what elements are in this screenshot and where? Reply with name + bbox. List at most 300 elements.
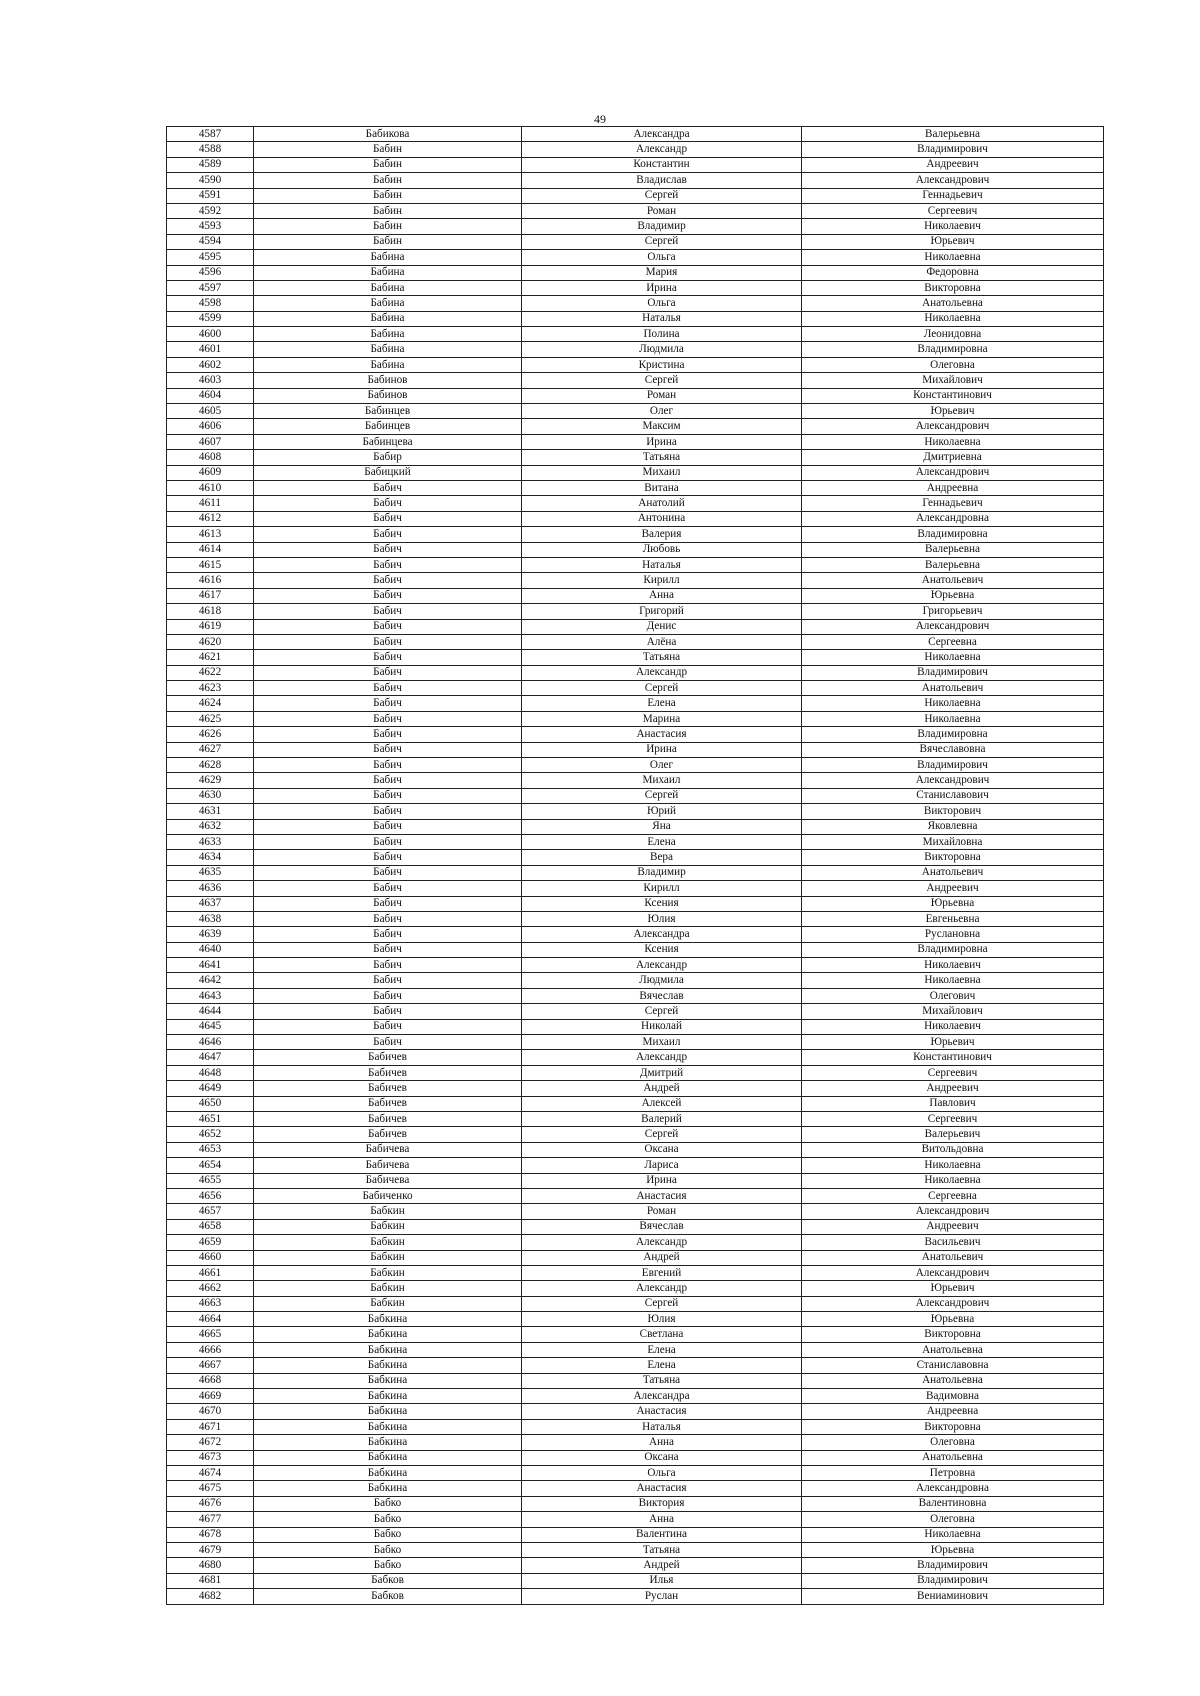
first-name-cell: Юрий xyxy=(522,804,802,819)
table-row xyxy=(167,1219,1104,1234)
page-number: 49 xyxy=(594,112,606,126)
patronymic-cell: Яковлевна xyxy=(802,819,1104,834)
patronymic-cell: Леонидовна xyxy=(802,327,1104,342)
row-number-cell: 4624 xyxy=(167,696,254,711)
last-name-cell: Бабич xyxy=(254,696,522,711)
row-number-cell: 4651 xyxy=(167,1112,254,1127)
table-row xyxy=(167,834,1104,849)
patronymic-cell: Станиславович xyxy=(802,788,1104,803)
row-number-cell: 4646 xyxy=(167,1035,254,1050)
first-name-cell: Ирина xyxy=(522,742,802,757)
row-number-cell: 4668 xyxy=(167,1373,254,1388)
row-number-cell: 4664 xyxy=(167,1312,254,1327)
last-name-cell: Бабикова xyxy=(254,127,522,142)
last-name-cell: Бабин xyxy=(254,142,522,157)
patronymic-cell: Константинович xyxy=(802,388,1104,403)
first-name-cell: Григорий xyxy=(522,604,802,619)
first-name-cell: Михаил xyxy=(522,465,802,480)
patronymic-cell: Владимировна xyxy=(802,527,1104,542)
patronymic-cell: Вадимовна xyxy=(802,1389,1104,1404)
last-name-cell: Бабкина xyxy=(254,1312,522,1327)
last-name-cell: Бабин xyxy=(254,219,522,234)
last-name-cell: Бабичев xyxy=(254,1065,522,1080)
table-row xyxy=(167,434,1104,449)
last-name-cell: Бабинцев xyxy=(254,404,522,419)
table-row xyxy=(167,1035,1104,1050)
row-number-cell: 4598 xyxy=(167,296,254,311)
first-name-cell: Марина xyxy=(522,711,802,726)
first-name-cell: Михаил xyxy=(522,1035,802,1050)
row-number-cell: 4675 xyxy=(167,1481,254,1496)
row-number-cell: 4591 xyxy=(167,188,254,203)
patronymic-cell: Николаевна xyxy=(802,1173,1104,1188)
table-row xyxy=(167,1127,1104,1142)
row-number-cell: 4642 xyxy=(167,973,254,988)
row-number-cell: 4627 xyxy=(167,742,254,757)
last-name-cell: Бабинов xyxy=(254,373,522,388)
first-name-cell: Александр xyxy=(522,958,802,973)
last-name-cell: Бабич xyxy=(254,819,522,834)
table-row xyxy=(167,496,1104,511)
first-name-cell: Роман xyxy=(522,203,802,218)
patronymic-cell: Викторовна xyxy=(802,850,1104,865)
patronymic-cell: Викторовна xyxy=(802,1327,1104,1342)
table-row xyxy=(167,1296,1104,1311)
row-number-cell: 4608 xyxy=(167,450,254,465)
first-name-cell: Виктория xyxy=(522,1496,802,1511)
last-name-cell: Бабич xyxy=(254,1004,522,1019)
table-row xyxy=(167,1312,1104,1327)
row-number-cell: 4587 xyxy=(167,127,254,142)
first-name-cell: Евгений xyxy=(522,1265,802,1280)
patronymic-cell: Николаевна xyxy=(802,1527,1104,1542)
patronymic-cell: Константинович xyxy=(802,1050,1104,1065)
first-name-cell: Татьяна xyxy=(522,1542,802,1557)
row-number-cell: 4622 xyxy=(167,665,254,680)
table-row xyxy=(167,1327,1104,1342)
table-row xyxy=(167,1373,1104,1388)
table-row xyxy=(167,619,1104,634)
row-number-cell: 4679 xyxy=(167,1542,254,1557)
last-name-cell: Бабичев xyxy=(254,1096,522,1111)
patronymic-cell: Григорьевич xyxy=(802,604,1104,619)
table-row xyxy=(167,357,1104,372)
row-number-cell: 4599 xyxy=(167,311,254,326)
patronymic-cell: Николаевич xyxy=(802,219,1104,234)
table-row xyxy=(167,480,1104,495)
first-name-cell: Людмила xyxy=(522,342,802,357)
first-name-cell: Александра xyxy=(522,927,802,942)
first-name-cell: Александр xyxy=(522,142,802,157)
table-row xyxy=(167,203,1104,218)
table-row xyxy=(167,1188,1104,1203)
patronymic-cell: Олегович xyxy=(802,988,1104,1003)
patronymic-cell: Анатольевна xyxy=(802,296,1104,311)
table-row xyxy=(167,1342,1104,1357)
row-number-cell: 4615 xyxy=(167,557,254,572)
table-row xyxy=(167,280,1104,295)
row-number-cell: 4661 xyxy=(167,1265,254,1280)
row-number-cell: 4596 xyxy=(167,265,254,280)
patronymic-cell: Николаевна xyxy=(802,434,1104,449)
patronymic-cell: Юрьевна xyxy=(802,1542,1104,1557)
patronymic-cell: Сергеевич xyxy=(802,1065,1104,1080)
table-row xyxy=(167,788,1104,803)
first-name-cell: Вера xyxy=(522,850,802,865)
last-name-cell: Бабин xyxy=(254,234,522,249)
table-row xyxy=(167,157,1104,172)
patronymic-cell: Федоровна xyxy=(802,265,1104,280)
table-row xyxy=(167,1496,1104,1511)
first-name-cell: Ирина xyxy=(522,280,802,295)
row-number-cell: 4676 xyxy=(167,1496,254,1511)
last-name-cell: Бабич xyxy=(254,942,522,957)
row-number-cell: 4669 xyxy=(167,1389,254,1404)
first-name-cell: Александр xyxy=(522,665,802,680)
last-name-cell: Бабич xyxy=(254,665,522,680)
table-row xyxy=(167,265,1104,280)
first-name-cell: Оксана xyxy=(522,1142,802,1157)
first-name-cell: Светлана xyxy=(522,1327,802,1342)
last-name-cell: Бабич xyxy=(254,788,522,803)
patronymic-cell: Юрьевич xyxy=(802,1281,1104,1296)
table-row xyxy=(167,573,1104,588)
first-name-cell: Александр xyxy=(522,1050,802,1065)
first-name-cell: Валентина xyxy=(522,1527,802,1542)
first-name-cell: Наталья xyxy=(522,311,802,326)
last-name-cell: Бабкин xyxy=(254,1219,522,1234)
first-name-cell: Витана xyxy=(522,480,802,495)
row-number-cell: 4647 xyxy=(167,1050,254,1065)
row-number-cell: 4634 xyxy=(167,850,254,865)
table-row xyxy=(167,1065,1104,1080)
first-name-cell: Александра xyxy=(522,127,802,142)
table-row xyxy=(167,465,1104,480)
row-number-cell: 4618 xyxy=(167,604,254,619)
table-row xyxy=(167,1558,1104,1573)
table-row xyxy=(167,1112,1104,1127)
first-name-cell: Людмила xyxy=(522,973,802,988)
patronymic-cell: Руслановна xyxy=(802,927,1104,942)
table-row xyxy=(167,127,1104,142)
table-row xyxy=(167,1389,1104,1404)
patronymic-cell: Васильевич xyxy=(802,1235,1104,1250)
patronymic-cell: Александрович xyxy=(802,1296,1104,1311)
patronymic-cell: Сергеевич xyxy=(802,1112,1104,1127)
table-row xyxy=(167,927,1104,942)
last-name-cell: Бабкина xyxy=(254,1358,522,1373)
table-row xyxy=(167,881,1104,896)
last-name-cell: Бабкин xyxy=(254,1235,522,1250)
last-name-cell: Бабина xyxy=(254,296,522,311)
table-row xyxy=(167,219,1104,234)
table-row xyxy=(167,696,1104,711)
patronymic-cell: Владимировна xyxy=(802,342,1104,357)
roster-table-container xyxy=(166,126,1103,1605)
patronymic-cell: Николаевна xyxy=(802,1158,1104,1173)
table-row xyxy=(167,773,1104,788)
table-row xyxy=(167,1204,1104,1219)
last-name-cell: Бабичева xyxy=(254,1173,522,1188)
last-name-cell: Бабина xyxy=(254,357,522,372)
patronymic-cell: Петровна xyxy=(802,1465,1104,1480)
patronymic-cell: Вячеславовна xyxy=(802,742,1104,757)
patronymic-cell: Анатольевна xyxy=(802,1450,1104,1465)
row-number-cell: 4595 xyxy=(167,250,254,265)
table-row xyxy=(167,911,1104,926)
patronymic-cell: Юрьевна xyxy=(802,1312,1104,1327)
last-name-cell: Бабич xyxy=(254,650,522,665)
patronymic-cell: Олеговна xyxy=(802,1435,1104,1450)
row-number-cell: 4662 xyxy=(167,1281,254,1296)
row-number-cell: 4628 xyxy=(167,758,254,773)
last-name-cell: Бабич xyxy=(254,881,522,896)
patronymic-cell: Николаевна xyxy=(802,973,1104,988)
first-name-cell: Анна xyxy=(522,1435,802,1450)
patronymic-cell: Николаевна xyxy=(802,250,1104,265)
table-row xyxy=(167,758,1104,773)
first-name-cell: Александр xyxy=(522,1235,802,1250)
row-number-cell: 4604 xyxy=(167,388,254,403)
table-row xyxy=(167,650,1104,665)
row-number-cell: 4648 xyxy=(167,1065,254,1080)
last-name-cell: Бабицкий xyxy=(254,465,522,480)
table-row xyxy=(167,142,1104,157)
first-name-cell: Роман xyxy=(522,1204,802,1219)
table-row xyxy=(167,1142,1104,1157)
row-number-cell: 4639 xyxy=(167,927,254,942)
last-name-cell: Бабко xyxy=(254,1496,522,1511)
first-name-cell: Олег xyxy=(522,404,802,419)
first-name-cell: Валерия xyxy=(522,527,802,542)
row-number-cell: 4635 xyxy=(167,865,254,880)
table-row xyxy=(167,1004,1104,1019)
row-number-cell: 4632 xyxy=(167,819,254,834)
first-name-cell: Анастасия xyxy=(522,727,802,742)
last-name-cell: Бабкин xyxy=(254,1281,522,1296)
last-name-cell: Бабкина xyxy=(254,1465,522,1480)
patronymic-cell: Михайлович xyxy=(802,373,1104,388)
table-row xyxy=(167,557,1104,572)
row-number-cell: 4652 xyxy=(167,1127,254,1142)
patronymic-cell: Николаевич xyxy=(802,1019,1104,1034)
last-name-cell: Бабичева xyxy=(254,1158,522,1173)
first-name-cell: Андрей xyxy=(522,1081,802,1096)
patronymic-cell: Анатольевна xyxy=(802,1373,1104,1388)
first-name-cell: Максим xyxy=(522,419,802,434)
last-name-cell: Бабич xyxy=(254,896,522,911)
first-name-cell: Анатолий xyxy=(522,496,802,511)
patronymic-cell: Николаевна xyxy=(802,311,1104,326)
first-name-cell: Сергей xyxy=(522,1004,802,1019)
last-name-cell: Бабич xyxy=(254,480,522,495)
last-name-cell: Бабич xyxy=(254,927,522,942)
row-number-cell: 4636 xyxy=(167,881,254,896)
patronymic-cell: Анатольевна xyxy=(802,1342,1104,1357)
first-name-cell: Сергей xyxy=(522,1127,802,1142)
row-number-cell: 4641 xyxy=(167,958,254,973)
patronymic-cell: Николаевна xyxy=(802,696,1104,711)
first-name-cell: Юлия xyxy=(522,911,802,926)
row-number-cell: 4601 xyxy=(167,342,254,357)
row-number-cell: 4612 xyxy=(167,511,254,526)
row-number-cell: 4597 xyxy=(167,280,254,295)
row-number-cell: 4633 xyxy=(167,834,254,849)
first-name-cell: Ирина xyxy=(522,434,802,449)
first-name-cell: Анна xyxy=(522,588,802,603)
table-row xyxy=(167,742,1104,757)
last-name-cell: Бабкина xyxy=(254,1481,522,1496)
row-number-cell: 4666 xyxy=(167,1342,254,1357)
first-name-cell: Владимир xyxy=(522,865,802,880)
roster-table-body xyxy=(167,127,1104,1605)
last-name-cell: Бабкин xyxy=(254,1265,522,1280)
roster-table xyxy=(166,126,1104,1605)
table-row xyxy=(167,1450,1104,1465)
patronymic-cell: Андреевич xyxy=(802,157,1104,172)
table-row xyxy=(167,388,1104,403)
first-name-cell: Кристина xyxy=(522,357,802,372)
last-name-cell: Бабкина xyxy=(254,1404,522,1419)
first-name-cell: Роман xyxy=(522,388,802,403)
first-name-cell: Татьяна xyxy=(522,450,802,465)
table-row xyxy=(167,450,1104,465)
patronymic-cell: Александрович xyxy=(802,419,1104,434)
table-row xyxy=(167,973,1104,988)
last-name-cell: Бабичев xyxy=(254,1081,522,1096)
patronymic-cell: Николаевна xyxy=(802,711,1104,726)
patronymic-cell: Владимирович xyxy=(802,1573,1104,1588)
last-name-cell: Бабин xyxy=(254,173,522,188)
row-number-cell: 4617 xyxy=(167,588,254,603)
table-row xyxy=(167,1235,1104,1250)
row-number-cell: 4590 xyxy=(167,173,254,188)
table-row xyxy=(167,1435,1104,1450)
patronymic-cell: Анатольевич xyxy=(802,865,1104,880)
patronymic-cell: Сергеевич xyxy=(802,203,1104,218)
patronymic-cell: Юрьевич xyxy=(802,1035,1104,1050)
last-name-cell: Бабко xyxy=(254,1527,522,1542)
patronymic-cell: Александрович xyxy=(802,173,1104,188)
patronymic-cell: Дмитриевна xyxy=(802,450,1104,465)
row-number-cell: 4643 xyxy=(167,988,254,1003)
last-name-cell: Бабич xyxy=(254,604,522,619)
first-name-cell: Мария xyxy=(522,265,802,280)
row-number-cell: 4657 xyxy=(167,1204,254,1219)
first-name-cell: Ирина xyxy=(522,1173,802,1188)
last-name-cell: Бабин xyxy=(254,188,522,203)
first-name-cell: Елена xyxy=(522,1358,802,1373)
row-number-cell: 4682 xyxy=(167,1589,254,1604)
patronymic-cell: Викторовна xyxy=(802,280,1104,295)
first-name-cell: Лариса xyxy=(522,1158,802,1173)
patronymic-cell: Олеговна xyxy=(802,357,1104,372)
first-name-cell: Наталья xyxy=(522,1419,802,1434)
first-name-cell: Сергей xyxy=(522,373,802,388)
row-number-cell: 4665 xyxy=(167,1327,254,1342)
patronymic-cell: Владимировна xyxy=(802,727,1104,742)
row-number-cell: 4611 xyxy=(167,496,254,511)
patronymic-cell: Андреевна xyxy=(802,1404,1104,1419)
patronymic-cell: Валерьевич xyxy=(802,1127,1104,1142)
row-number-cell: 4602 xyxy=(167,357,254,372)
patronymic-cell: Николаевич xyxy=(802,958,1104,973)
first-name-cell: Кирилл xyxy=(522,881,802,896)
table-row xyxy=(167,1573,1104,1588)
first-name-cell: Александра xyxy=(522,1389,802,1404)
row-number-cell: 4672 xyxy=(167,1435,254,1450)
first-name-cell: Андрей xyxy=(522,1558,802,1573)
first-name-cell: Яна xyxy=(522,819,802,834)
row-number-cell: 4588 xyxy=(167,142,254,157)
table-row xyxy=(167,373,1104,388)
table-row xyxy=(167,942,1104,957)
row-number-cell: 4638 xyxy=(167,911,254,926)
last-name-cell: Бабич xyxy=(254,958,522,973)
first-name-cell: Любовь xyxy=(522,542,802,557)
table-row xyxy=(167,1265,1104,1280)
first-name-cell: Наталья xyxy=(522,557,802,572)
row-number-cell: 4619 xyxy=(167,619,254,634)
row-number-cell: 4594 xyxy=(167,234,254,249)
table-row xyxy=(167,850,1104,865)
last-name-cell: Бабина xyxy=(254,265,522,280)
last-name-cell: Бабичев xyxy=(254,1112,522,1127)
first-name-cell: Денис xyxy=(522,619,802,634)
table-row xyxy=(167,511,1104,526)
last-name-cell: Бабич xyxy=(254,619,522,634)
first-name-cell: Андрей xyxy=(522,1250,802,1265)
last-name-cell: Бабина xyxy=(254,280,522,295)
table-row xyxy=(167,1589,1104,1604)
table-row xyxy=(167,1358,1104,1373)
first-name-cell: Александр xyxy=(522,1281,802,1296)
row-number-cell: 4625 xyxy=(167,711,254,726)
last-name-cell: Бабинцева xyxy=(254,434,522,449)
last-name-cell: Бабин xyxy=(254,203,522,218)
row-number-cell: 4610 xyxy=(167,480,254,495)
last-name-cell: Бабкина xyxy=(254,1342,522,1357)
row-number-cell: 4605 xyxy=(167,404,254,419)
first-name-cell: Анастасия xyxy=(522,1404,802,1419)
row-number-cell: 4674 xyxy=(167,1465,254,1480)
row-number-cell: 4655 xyxy=(167,1173,254,1188)
first-name-cell: Анна xyxy=(522,1512,802,1527)
patronymic-cell: Сергеевна xyxy=(802,634,1104,649)
patronymic-cell: Александрович xyxy=(802,773,1104,788)
last-name-cell: Бабкин xyxy=(254,1296,522,1311)
first-name-cell: Ксения xyxy=(522,896,802,911)
last-name-cell: Бабиченко xyxy=(254,1188,522,1203)
last-name-cell: Бабич xyxy=(254,727,522,742)
last-name-cell: Бабич xyxy=(254,527,522,542)
row-number-cell: 4613 xyxy=(167,527,254,542)
patronymic-cell: Александрович xyxy=(802,619,1104,634)
first-name-cell: Михаил xyxy=(522,773,802,788)
row-number-cell: 4620 xyxy=(167,634,254,649)
first-name-cell: Алексей xyxy=(522,1096,802,1111)
table-row xyxy=(167,342,1104,357)
patronymic-cell: Валерьевна xyxy=(802,557,1104,572)
patronymic-cell: Александрович xyxy=(802,465,1104,480)
last-name-cell: Бабкина xyxy=(254,1373,522,1388)
patronymic-cell: Андреевич xyxy=(802,881,1104,896)
table-row xyxy=(167,896,1104,911)
row-number-cell: 4671 xyxy=(167,1419,254,1434)
patronymic-cell: Геннадьевич xyxy=(802,188,1104,203)
row-number-cell: 4653 xyxy=(167,1142,254,1157)
first-name-cell: Юлия xyxy=(522,1312,802,1327)
